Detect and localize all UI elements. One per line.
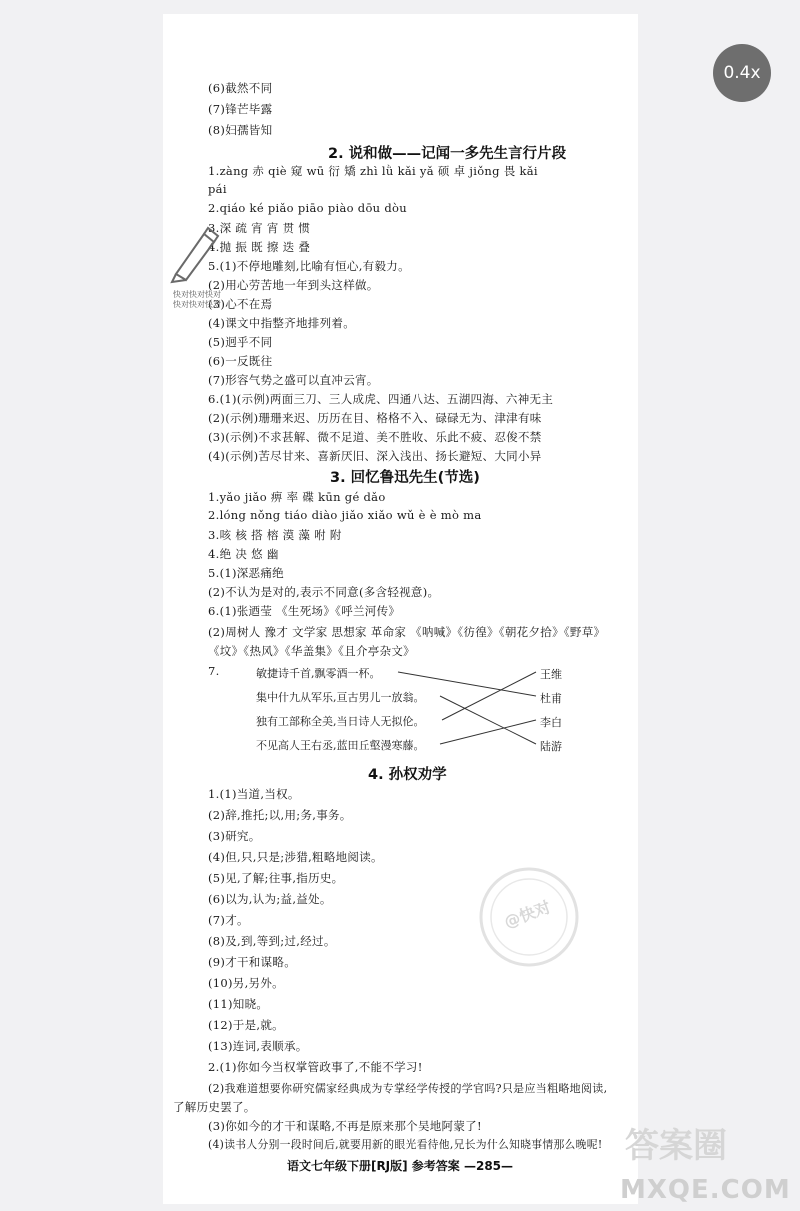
answer-line: (7)形容气势之盛可以直冲云宵。 bbox=[208, 373, 379, 387]
match-right-item: 王维 bbox=[540, 668, 562, 681]
answer-line: (12)于是,就。 bbox=[208, 1018, 284, 1032]
site-watermark: MXQE.COM bbox=[620, 1175, 791, 1205]
answer-line: 2.(1)你如今当权掌管政事了,不能不学习! bbox=[208, 1060, 423, 1074]
answer-line: (7)才。 bbox=[208, 913, 249, 927]
answer-line: (7)锋芒毕露 bbox=[208, 102, 273, 116]
answer-line: 2.lóng nǒng tiáo diào jiǎo xiǎo wǔ è è mò ma bbox=[208, 508, 482, 522]
answer-line: (13)连词,表顺承。 bbox=[208, 1039, 308, 1053]
answer-line: 2.qiáo ké piǎo piāo piào dōu dòu bbox=[208, 201, 407, 215]
answer-line: (4)读书人分别一段时间后,就要用新的眼光看待他,兄长为什么知晓事情那么晚呢! bbox=[208, 1138, 603, 1151]
answer-line: 6.(1)(示例)两面三刀、三人成虎、四通八达、五湖四海、六神无主 bbox=[208, 392, 554, 406]
section-title: 4. 孙权劝学 bbox=[368, 767, 447, 783]
match-left-item: 集中什九从军乐,亘古男儿一放翁。 bbox=[256, 691, 425, 704]
page-footer: 语文七年级下册[RJ版] 参考答案 —285— bbox=[286, 1159, 514, 1173]
answer-line: (10)另,另外。 bbox=[208, 976, 284, 990]
answer-line: (3)(示例)不求甚解、微不足道、美不胜收、乐此不疲、忍俊不禁 bbox=[208, 430, 542, 444]
answer-line: (8)妇孺皆知 bbox=[208, 123, 273, 137]
match-right-item: 李白 bbox=[540, 716, 562, 729]
answer-line: (11)知晓。 bbox=[208, 997, 269, 1011]
watermark-text: 快对快对快对 bbox=[173, 290, 221, 299]
answer-line: 了解历史罢了。 bbox=[173, 1100, 256, 1114]
answer-line: 3.咳 核 搭 榕 漠 藻 咐 附 bbox=[208, 528, 342, 542]
answer-line: (2)用心劳苦地一年到头这样做。 bbox=[208, 278, 379, 292]
match-right-item: 陆游 bbox=[540, 740, 562, 753]
matching-lines bbox=[380, 660, 550, 760]
answer-line: (4)课文中指整齐地排列着。 bbox=[208, 316, 355, 330]
answer-line: 5.(1)不停地雕刻,比喻有恒心,有毅力。 bbox=[208, 259, 410, 273]
zoom-indicator[interactable]: 0.4x bbox=[713, 44, 771, 102]
answer-line: 4.抛 振 既 擦 迭 叠 bbox=[208, 240, 311, 254]
match-left-item: 不见高人王右丞,蓝田丘壑漫寒藤。 bbox=[256, 739, 425, 752]
match-right-item: 杜甫 bbox=[540, 692, 562, 705]
answer-line: (5)迥乎不同 bbox=[208, 335, 273, 349]
stamp-watermark-text: @快对 bbox=[501, 897, 554, 932]
answer-line: (2)(示例)珊珊来迟、历历在目、格格不入、碌碌无为、津津有味 bbox=[208, 411, 542, 425]
answer-line: (2)辞,推托;以,用;务,事务。 bbox=[208, 808, 352, 822]
answer-line: (6)以为,认为;益,益处。 bbox=[208, 892, 332, 906]
watermark-text: 快对快对快对 bbox=[173, 300, 221, 309]
pencil-watermark-icon bbox=[168, 222, 220, 284]
answer-line: 6.(1)张迺莹 《生死场》《呼兰河传》 bbox=[208, 604, 401, 618]
answer-line: (6)截然不同 bbox=[208, 81, 273, 95]
answer-line: 5.(1)深恶痛绝 bbox=[208, 566, 284, 580]
answer-line: (2)不认为是对的,表示不同意(多含轻视意)。 bbox=[208, 585, 440, 599]
question-number: 7. bbox=[208, 664, 220, 678]
section-title: 2. 说和做——记闻一多先生言行片段 bbox=[328, 146, 567, 162]
answer-line: (2)我难道想要你研究儒家经典成为专掌经学传授的学官吗?只是应当粗略地阅读, bbox=[208, 1082, 608, 1095]
answer-line: 1.yǎo jiǎo 痹 率 碟 kūn gé dǎo bbox=[208, 490, 386, 504]
corner-watermark: 答案圈 bbox=[625, 1126, 727, 1166]
answer-line: (9)才干和谋略。 bbox=[208, 955, 296, 969]
answer-line: (4)但,只,只是;涉猎,粗略地阅读。 bbox=[208, 850, 383, 864]
answer-line: 《坟》《热风》《华盖集》《且介亭杂文》 bbox=[208, 644, 415, 658]
answer-line: (3)研究。 bbox=[208, 829, 261, 843]
answer-line: (8)及,到,等到;过,经过。 bbox=[208, 934, 336, 948]
answer-line: 3.深 疏 宵 宵 贯 惯 bbox=[208, 221, 311, 235]
answer-line: (3)你如今的才干和谋略,不再是原来那个吴地阿蒙了! bbox=[208, 1119, 482, 1133]
answer-line: 1.(1)当道,当权。 bbox=[208, 787, 300, 801]
answer-line: 4.绝 决 悠 幽 bbox=[208, 547, 279, 561]
answer-line: pái bbox=[208, 182, 227, 196]
answer-line: (5)见,了解;往事,指历史。 bbox=[208, 871, 344, 885]
match-left-item: 独有工部称全美,当日诗人无拟伦。 bbox=[256, 715, 425, 728]
section-title: 3. 回忆鲁迅先生(节选) bbox=[330, 470, 480, 486]
answer-line: (3)心不在焉 bbox=[208, 297, 273, 311]
answer-line: 1.zàng 赤 qiè 窥 wū 衍 矯 zhì lǜ kǎi yǎ 硕 卓 jiǒng 畏 kǎi bbox=[208, 164, 538, 178]
answer-line: (6)一反既往 bbox=[208, 354, 273, 368]
answer-line: (2)周树人 豫才 文学家 思想家 革命家 《呐喊》《彷徨》《朝花夕拾》《野草》 bbox=[208, 625, 606, 639]
match-left-item: 敏捷诗千首,飘零酒一杯。 bbox=[256, 667, 381, 680]
answer-line: (4)(示例)苦尽甘来、喜新厌旧、深入浅出、扬长避短、大同小异 bbox=[208, 449, 542, 463]
